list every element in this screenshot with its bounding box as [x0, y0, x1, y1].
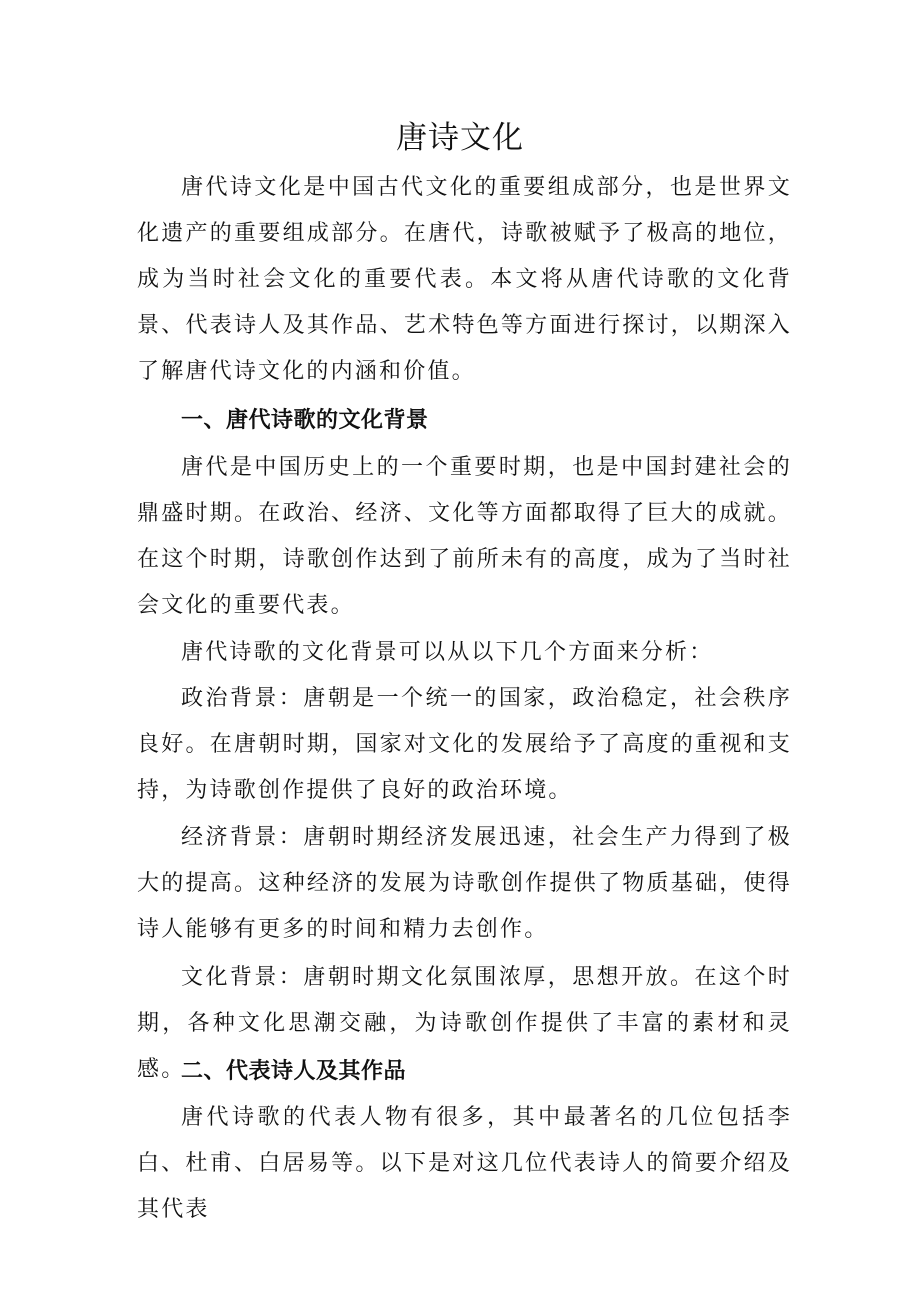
section-heading: 一、唐代诗歌的文化背景: [181, 408, 429, 433]
section-1-paragraph-4: [137, 815, 792, 953]
intro-paragraph: [137, 165, 792, 395]
section-heading: 二、代表诗人及其作品: [181, 1059, 407, 1084]
paragraph-text: 唐代诗歌的代表人物有很多，其中最著名的几位包括李白、杜甫、白居易等。以下是对这几位代表诗人的简要介绍及其代表: [137, 1105, 792, 1222]
paragraph-text: 唐代是中国历史上的一个重要时期，也是中国封建社会的鼎盛时期。在政治、经济、文化等方面都取得了巨大的成就。在这个时期，诗歌创作达到了前所未有的高度，成为了当时社会文化的重要代表。: [137, 455, 792, 618]
paragraph-text: 文化背景：唐朝时期文化氛围浓厚，思想开放。在这个时期，各种文化思潮交融，为诗歌创作提供了丰富的素材和灵感。: [137, 965, 792, 1082]
paragraph-text: 经济背景：唐朝时期经济发展迅速，社会生产力得到了极大的提高。这种经济的发展为诗歌创作提供了物质基础，使得诗人能够有更多的时间和精力去创作。: [137, 825, 792, 942]
section-1-paragraph-3: [137, 676, 792, 814]
section-2-paragraph-1: [137, 1095, 792, 1233]
paragraph-text: 唐代诗文化是中国古代文化的重要组成部分，也是世界文化遗产的重要组成部分。在唐代，诗歌被赋予了极高的地位，成为当时社会文化的重要代表。本文将从唐代诗歌的文化背景、代表诗人及其作品、艺术特色等方面进行探讨，以期深入了解唐代诗文化的内涵和价值。: [137, 175, 792, 384]
paragraph-text: 政治背景：唐朝是一个统一的国家，政治稳定，社会秩序良好。在唐朝时期，国家对文化的发展给予了高度的重视和支持，为诗歌创作提供了良好的政治环境。: [137, 686, 792, 803]
document-title: 唐诗文化: [396, 120, 524, 156]
section-2: [137, 1049, 792, 1095]
section-1: [137, 398, 792, 444]
paragraph-text: 唐代诗歌的文化背景可以从以下几个方面来分析：: [181, 640, 714, 665]
section-1-paragraph-1: [137, 445, 792, 629]
section-1-paragraph-2: [137, 630, 792, 676]
